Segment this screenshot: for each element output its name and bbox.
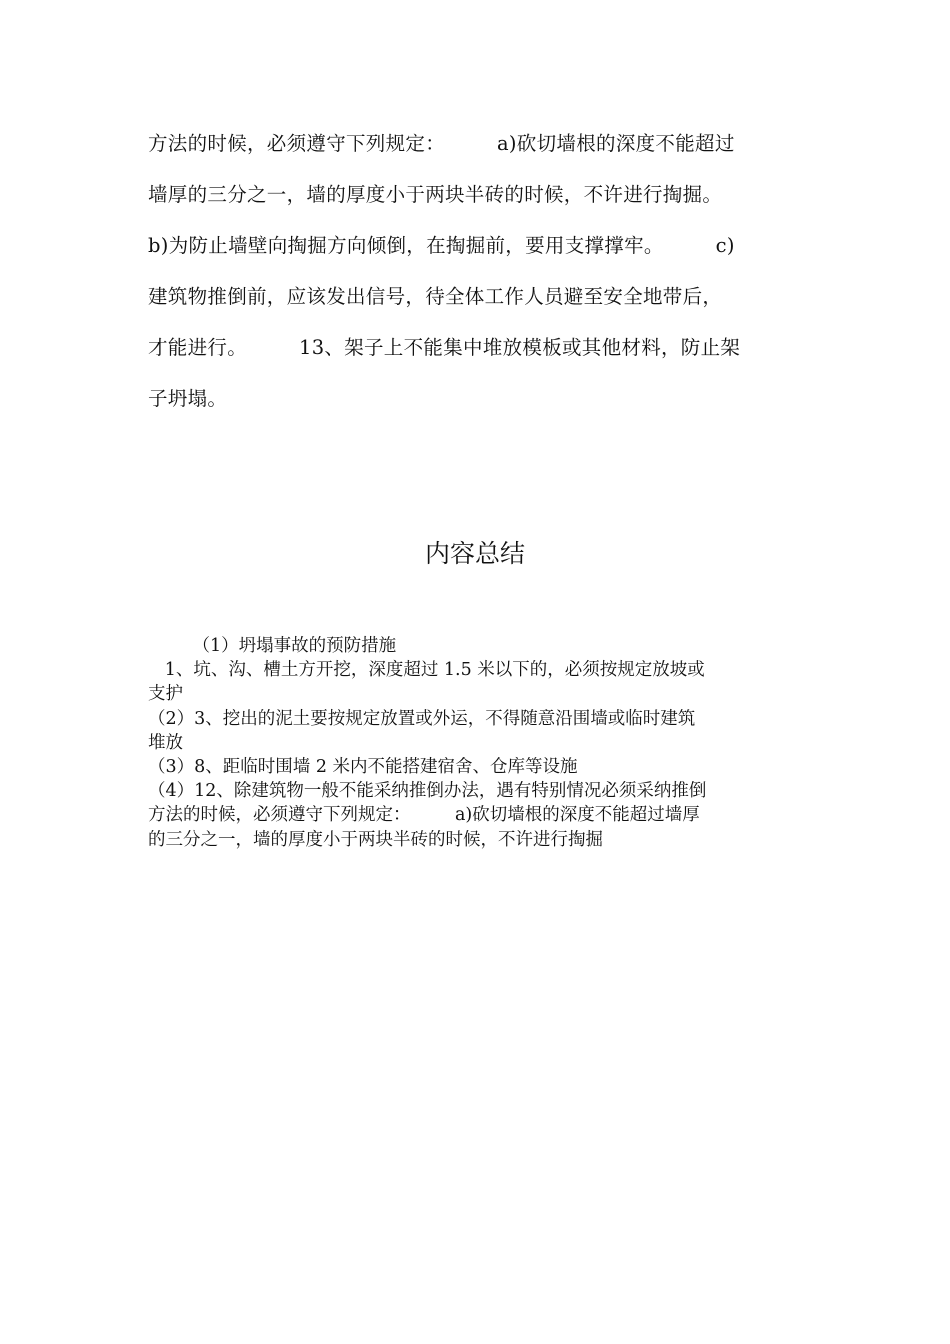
body-line: 方法的时候，必须遵守下列规定： a)砍切墙根的深度不能超过 — [148, 132, 735, 155]
body-text — [148, 118, 808, 424]
summary-line: （3）8、距临时围墙 2 米内不能搭建宿舍、仓库等设施 — [148, 756, 578, 777]
summary-text — [148, 634, 808, 852]
summary-line: 支护 — [148, 684, 183, 705]
summary-line: （1）坍塌事故的预防措施 — [148, 636, 397, 656]
summary-line: （4）12、除建筑物一般不能采纳推倒办法，遇有特别情况必须采纳推倒 — [148, 781, 707, 802]
body-line: b)为防止墙壁向掏掘方向倾倒，在掏掘前，要用支撑撑牢。 c) — [148, 234, 735, 257]
body-line: 子坍塌。 — [148, 387, 228, 410]
summary-line: 1、坑、沟、槽土方开挖，深度超过 1.5 米以下的，必须按规定放坡或 — [148, 660, 705, 681]
summary-line: 方法的时候，必须遵守下列规定： a)砍切墙根的深度不能超过墙厚 — [148, 805, 700, 826]
summary-title: 内容总结 — [424, 539, 525, 568]
summary-line: 堆放 — [148, 732, 183, 753]
body-line: 建筑物推倒前，应该发出信号，待全体工作人员避至安全地带后， — [148, 285, 723, 308]
body-line: 才能进行。 13、架子上不能集中堆放模板或其他材料，防止架 — [148, 336, 741, 359]
summary-line: 的三分之一，墙的厚度小于两块半砖的时候，不许进行掏掘 — [148, 829, 603, 850]
body-line: 墙厚的三分之一，墙的厚度小于两块半砖的时候，不许进行掏掘。 — [148, 183, 723, 206]
summary-line: （2）3、挖出的泥土要按规定放置或外运，不得随意沿围墙或临时建筑 — [148, 708, 696, 729]
